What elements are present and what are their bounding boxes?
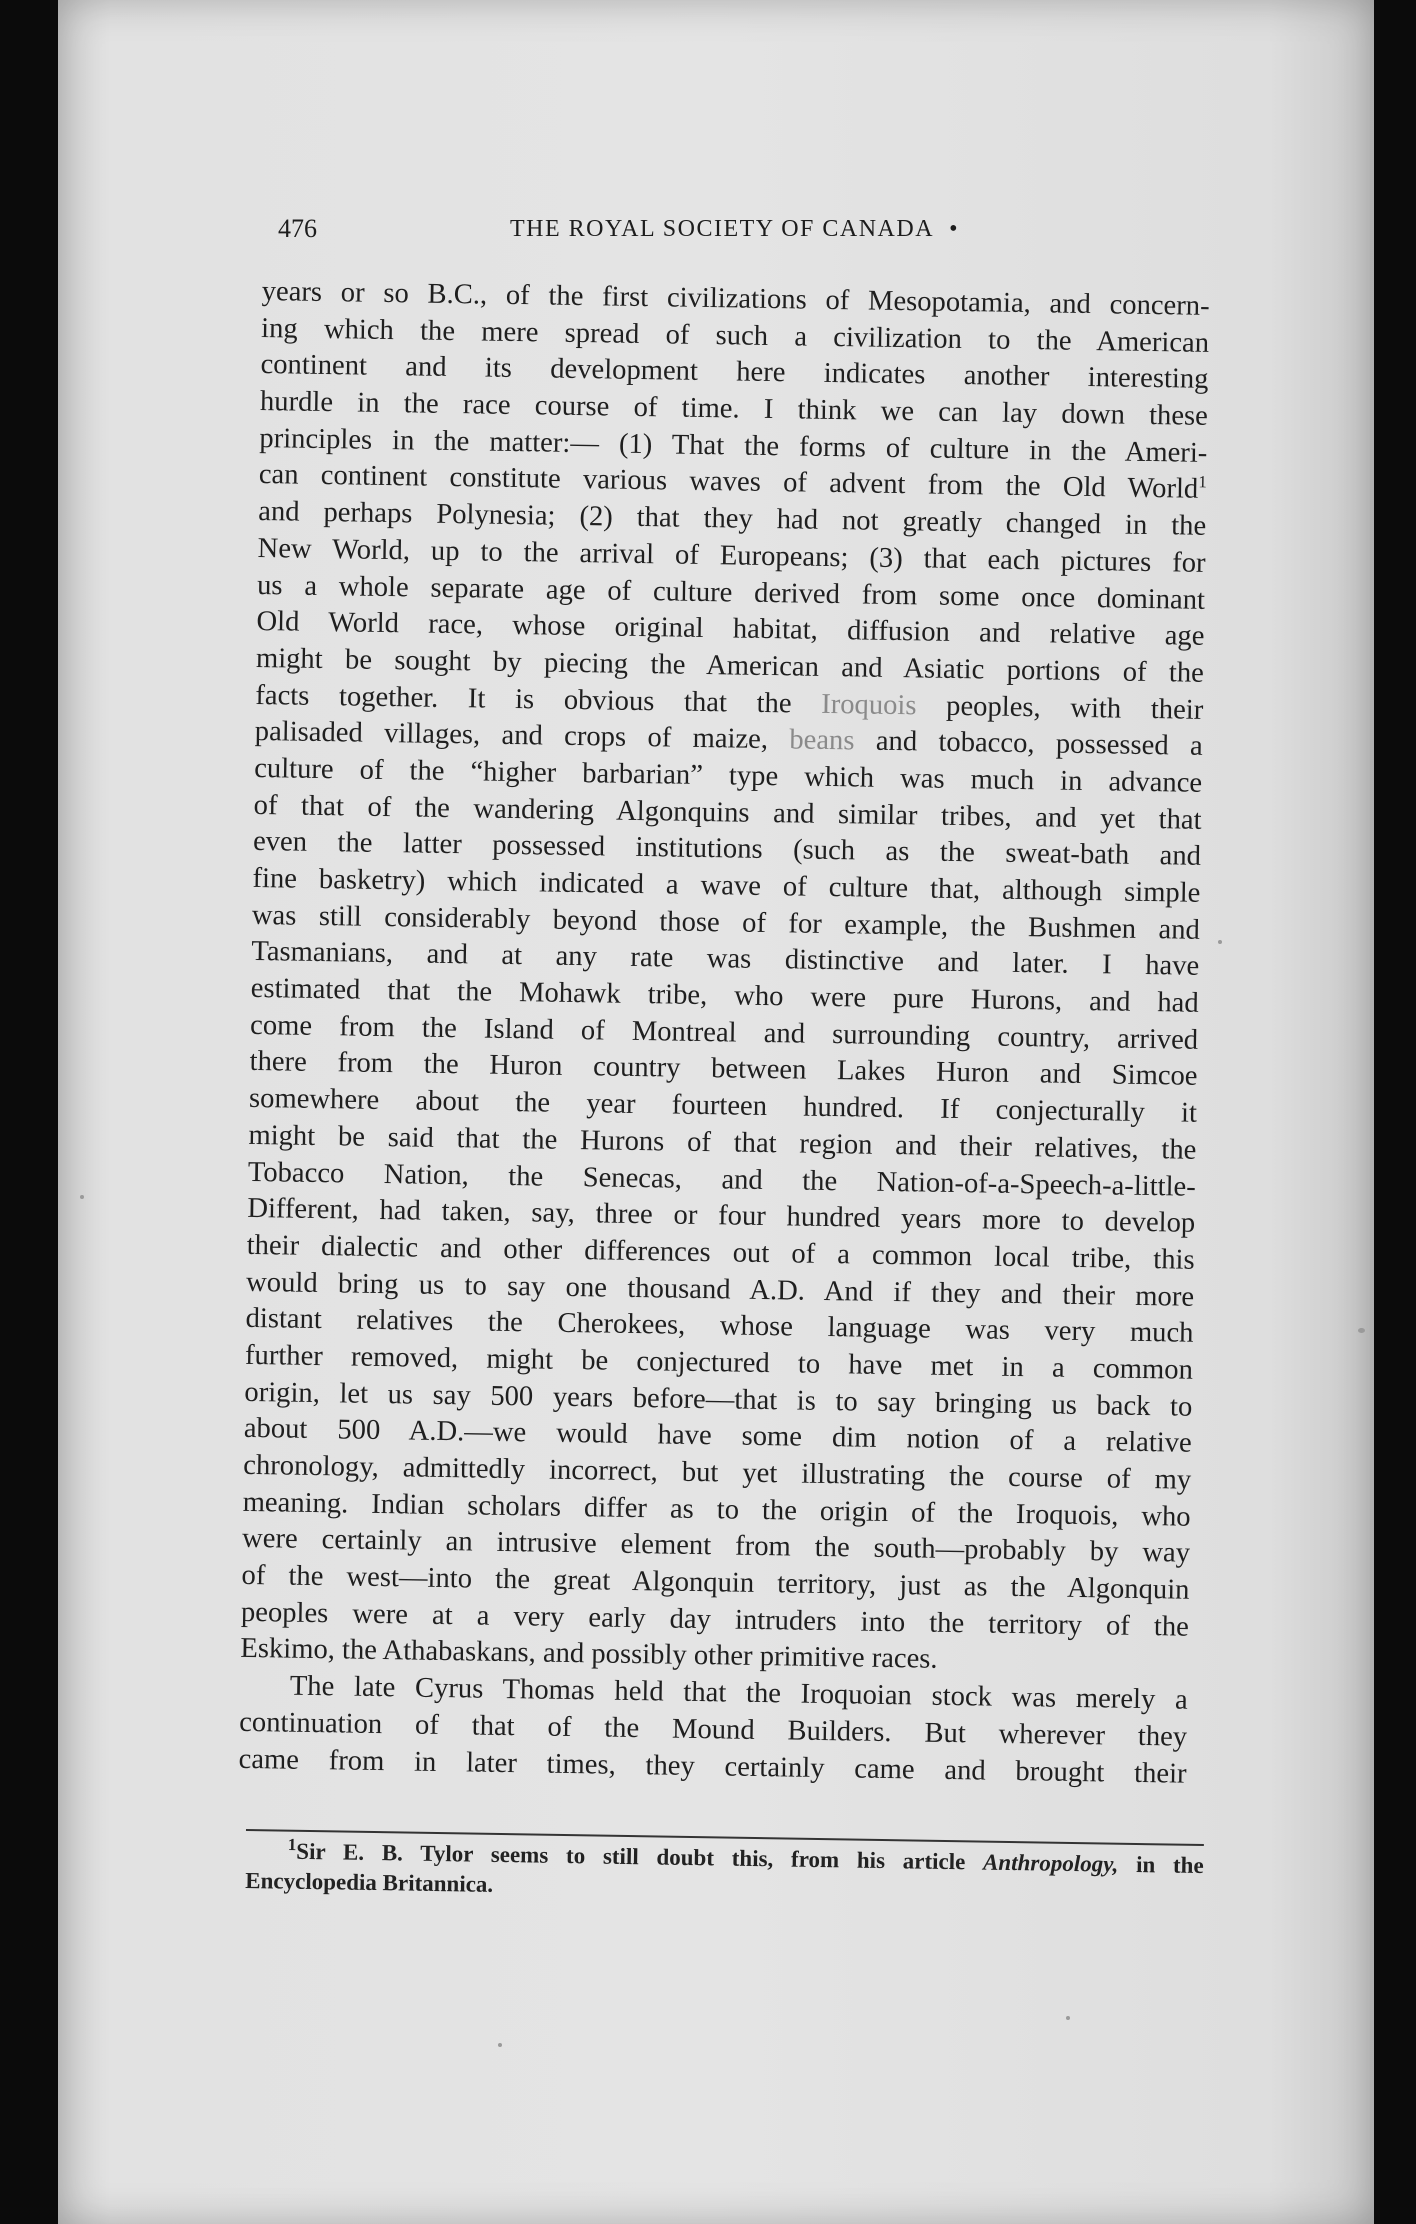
text-line-content: can continent constitute various waves of advent from the Old World: [258, 459, 1199, 506]
running-head-mark: •: [949, 216, 959, 242]
text-line: Tobacco Nation, the Senecas, and the Nation-of-a-Speech-a-little-: [247, 1156, 1197, 1203]
text-line: Different, had taken, say, three or four hundred years more to develop: [247, 1193, 1196, 1239]
text-line: Eskimo, the Athabaskans, and possibly other primitive races.: [240, 1633, 938, 1676]
text-line-content: facts together. It is obvious that the: [255, 679, 792, 719]
text-line: might be said that the Hurons of that region and their relatives, the: [248, 1119, 1197, 1166]
running-head-title: THE ROYAL SOCIETY OF CANADA: [510, 216, 935, 242]
text-line: their dialectic and other differences out of a common local tribe, this: [246, 1229, 1195, 1276]
text-line: estimated that the Mohawk tribe, who were pure Hurons, and had: [250, 972, 1199, 1019]
text-line-content: peoples, with their: [916, 689, 1204, 726]
text-line: of that of the wandering Algonquins and similar tribes, and yet that: [253, 789, 1202, 836]
scan-speck: [1066, 2016, 1070, 2020]
text-line: peoples were at a very early day intruders into the territory of the: [240, 1596, 1190, 1643]
text-line: meaning. Indian scholars differ as to the origin of the Iroquois, who: [242, 1486, 1191, 1533]
footnote-line: Encyclopedia Britannica.: [245, 1867, 494, 1897]
scan-speck: [498, 2043, 502, 2047]
footnote-italic-title: Anthropology,: [982, 1849, 1119, 1877]
text-line: ing which the mere spread of such a civilization to the American: [260, 312, 1210, 359]
text-line: even the latter possessed institutions (such as the sweat-bath and: [252, 826, 1202, 873]
text-line: The late Cyrus Thomas held that the Iroquoian stock was merely a: [289, 1670, 1188, 1716]
faded-word: Iroquois: [820, 688, 917, 721]
scan-speck: [1218, 940, 1222, 944]
footnote-reference: 1: [1198, 472, 1207, 492]
text-line: further removed, might be conjectured to have met in a common: [244, 1339, 1194, 1386]
page-header: [278, 214, 1208, 254]
text-line: Tasmanians, and at any rate was distinctive and later. I have: [251, 936, 1200, 983]
text-line: came from in later times, they certainly came and brought their: [238, 1743, 1187, 1790]
footnote-text: Sir E. B. Tylor seems to still doubt this, from his article: [296, 1838, 984, 1875]
text-line: fine basketry) which indicated a wave of culture that, although simple: [252, 862, 1201, 909]
text-line-content: and tobacco, possessed a: [854, 725, 1203, 763]
text-line: distant relatives the Cherokees, whose language was very much: [245, 1303, 1194, 1350]
text-line: come from the Island of Montreal and surrounding country, arrived: [249, 1009, 1199, 1056]
text-line: and perhaps Polynesia; (2) that they had not greatly changed in the: [258, 496, 1207, 542]
text-line: New World, up to the arrival of Europeans; (3) that each pictures for: [257, 532, 1206, 579]
text-line: hurdle in the race course of time. I think we can lay down these: [259, 386, 1209, 432]
text-line: continent and its development here indicates another interesting: [260, 349, 1209, 396]
text-line: principles in the matter:— (1) That the forms of culture in the Ameri-: [259, 422, 1208, 469]
faded-word: beans: [789, 724, 855, 757]
text-line: continuation of that of the Mound Builders. But wherever they: [239, 1706, 1188, 1753]
text-line: might be sought by piecing the American and Asiatic portions of the: [255, 642, 1205, 689]
text-line: years or so B.C., of the first civilizations of Mesopotamia, and concern-: [261, 275, 1210, 322]
text-line: was still considerably beyond those of for example, the Bushmen and: [251, 899, 1201, 946]
text-line: were certainly an intrusive element from the south—probably by way: [241, 1523, 1191, 1570]
page-number: 476: [278, 214, 317, 243]
text-line: somewhere about the year fourteen hundred. If conjecturally it: [248, 1083, 1198, 1129]
text-line: chronology, admittedly incorrect, but yet illustrating the course of my: [243, 1449, 1192, 1496]
footnote-text: in the: [1118, 1851, 1204, 1879]
text-line-content: palisaded villages, and crops of maize,: [254, 716, 769, 756]
text-line: there from the Huron country between Lakes Huron and Simcoe: [249, 1046, 1198, 1093]
text-line: us a whole separate age of culture derived from some once dominant: [256, 569, 1206, 616]
text-line: origin, let us say 500 years before—that is to say bringing us back to: [244, 1376, 1193, 1423]
text-line: culture of the “higher barbarian” type which was much in advance: [253, 752, 1203, 799]
text-line: about 500 A.D.—we would have some dim notion of a relative: [243, 1413, 1192, 1460]
footnote-marker: 1: [287, 1835, 297, 1855]
scan-speck: [1358, 1328, 1365, 1333]
text-line: would bring us to say one thousand A.D. And if they and their more: [245, 1266, 1195, 1313]
text-line: Old World race, whose original habitat, diffusion and relative age: [256, 606, 1205, 653]
running-head: [510, 216, 959, 243]
body-text: [238, 274, 1210, 1793]
scan-speck: [80, 1195, 84, 1199]
text-line: of the west—into the great Algonquin territory, just as the Algonquin: [241, 1559, 1190, 1606]
